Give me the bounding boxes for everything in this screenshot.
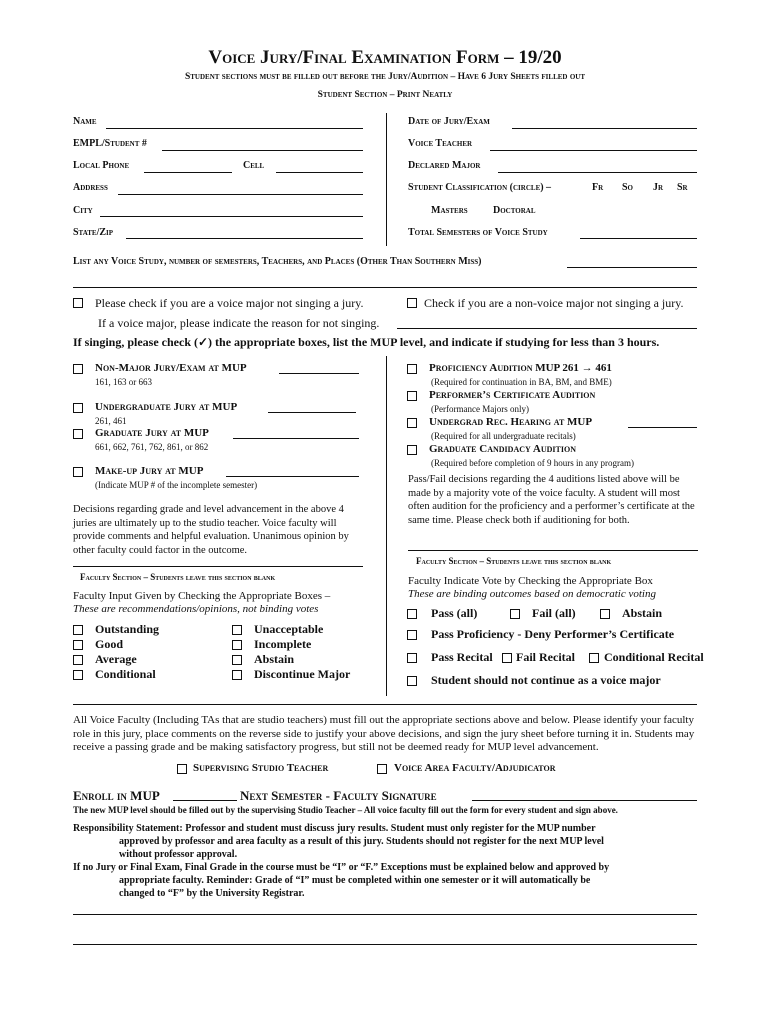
undergraduate-jury-label: Undergraduate Jury at MUP [95,401,238,413]
enroll-label: Enroll in MUP [73,788,160,803]
proficiency-audition-checkbox[interactable] [407,364,417,374]
supervising-teacher-label: Supervising Studio Teacher [193,762,329,774]
conditional-recital-label: Conditional Recital [604,650,704,664]
fail-recital-label: Fail Recital [516,650,575,664]
cell-field[interactable] [276,172,363,173]
voice-teacher-field[interactable] [490,150,697,151]
non-major-mup-field[interactable] [279,373,359,374]
discontinue-major-label: Discontinue Major [254,667,351,681]
supervising-teacher-checkbox[interactable] [177,764,187,774]
voice-area-faculty-checkbox[interactable] [377,764,387,774]
column-divider-top [386,113,387,246]
enroll-note: The new MUP level should be filled out by the supervising Studio Teacher – All voice faculty fill out the form for every student and sign above. [73,805,618,815]
student-section-label: Student Section – Print Neatly [317,90,453,100]
graduate-jury-label: Graduate Jury at MUP [95,427,209,439]
next-semester-label: Next Semester - Faculty Signature [240,788,437,803]
proficiency-sub: (Required for continuation in BA, BM, and BME) [431,377,612,387]
discontinue-major-checkbox[interactable] [232,670,242,680]
graduate-candidacy-label: Graduate Candidacy Audition [429,443,576,455]
declared-major-label: Declared Major [408,160,481,171]
unacceptable-checkbox[interactable] [232,625,242,635]
makeup-sub: (Indicate MUP # of the incomplete semester) [95,480,258,490]
performers-sub: (Performance Majors only) [431,404,529,414]
voice-teacher-label: Voice Teacher [408,138,473,149]
class-sr[interactable]: Sr [677,182,688,193]
local-phone-label: Local Phone [73,160,130,171]
faculty-signature-field[interactable] [472,800,697,801]
local-phone-field[interactable] [144,172,232,173]
total-semesters-label: Total Semesters of Voice Study [408,227,548,238]
responsibility-line4: If no Jury or Final Exam, Final Grade in the course must be “I” or “F.” Exceptions must be explained below and approved by [73,862,610,873]
city-field[interactable] [100,216,363,217]
empl-label: EMPL/Student # [73,138,147,149]
makeup-jury-label: Make-up Jury at MUP [95,465,204,477]
performers-certificate-label: Performer’s Certificate Audition [429,389,596,401]
good-label: Good [95,637,124,651]
graduate-sub: 661, 662, 761, 762, 861, or 862 [95,442,209,452]
voice-area-faculty-label: Voice Area Faculty/Adjudicator [394,762,556,774]
right-note: Pass/Fail decisions regarding the 4 auditions listed above will be made by a majority vote of the voice faculty. A student will most often audition for the proficiency and a performer’s certificate at the same time. Please check both if auditioning for both. [408,474,695,526]
abstain-left-checkbox[interactable] [232,655,242,665]
average-label: Average [95,652,137,666]
undergraduate-sub: 261, 461 [95,416,127,426]
graduate-mup-field[interactable] [233,438,359,439]
outstanding-label: Outstanding [95,622,160,636]
faculty-right-heading: Faculty Section – Students leave this section blank [416,556,612,566]
faculty-right-instr: Faculty Indicate Vote by Checking the Appropriate Box [408,575,653,587]
conditional-checkbox[interactable] [73,670,83,680]
proficiency-audition-label: Proficiency Audition MUP 261 → 461 [429,362,612,374]
class-doctoral[interactable]: Doctoral [493,205,536,216]
reason-field[interactable] [397,328,697,329]
left-note: Decisions regarding grade and level advancement in the above 4 juries are ultimately up to the studio teacher. Voice faculty will provide comments and helpful evaluation. Unanimous opinion by other faculty could factor in the outcome. [73,504,349,556]
class-jr[interactable]: Jr [653,182,664,193]
abstain-left-label: Abstain [254,652,295,666]
section-separator [73,704,697,705]
fail-recital-checkbox[interactable] [502,653,512,663]
list-voice-study-field[interactable] [567,267,697,268]
undergraduate-jury-checkbox[interactable] [73,403,83,413]
graduate-jury-checkbox[interactable] [73,429,83,439]
faculty-right-instr2: These are binding outcomes based on democratic voting [408,588,656,600]
conditional-recital-checkbox[interactable] [589,653,599,663]
responsibility-line5: appropriate faculty. Reminder: Grade of “I” must be completed within one semester or it will automatically be [119,875,591,886]
declared-major-field[interactable] [498,172,697,173]
classification-label: Student Classification (circle) – [408,182,552,193]
state-zip-label: State/Zip [73,227,114,238]
name-label: Name [73,116,97,127]
non-voice-major-label: Check if you are a non-voice major not singing a jury. [424,296,684,310]
non-major-jury-label: Non-Major Jury/Exam at MUP [95,362,247,374]
enroll-mup-field[interactable] [173,800,237,801]
faculty-right-divider [408,550,698,551]
state-zip-field[interactable] [126,238,363,239]
column-divider-middle [386,356,387,696]
performers-certificate-checkbox[interactable] [407,391,417,401]
exception-line-1[interactable] [73,914,697,915]
undergraduate-mup-field[interactable] [268,412,356,413]
responsibility-line2: approved by professor and area faculty as a result of this jury. Students should not register for the next MUP level [119,836,604,847]
not-continue-label: Student should not continue as a voice major [431,673,661,687]
pass-proficiency-checkbox[interactable] [407,630,417,640]
undergrad-rec-hearing-checkbox[interactable] [407,418,417,428]
empl-field[interactable] [162,150,363,151]
pass-all-checkbox[interactable] [407,609,417,619]
pass-recital-checkbox[interactable] [407,653,417,663]
voice-major-not-singing-label: Please check if you are a voice major not singing a jury. [95,296,364,310]
undergrad-rec-mup-field[interactable] [628,427,697,428]
pass-proficiency-label: Pass Proficiency - Deny Performer’s Certificate [431,627,675,641]
date-field[interactable] [512,128,697,129]
cell-label: Cell [243,160,265,171]
responsibility-line1: Responsibility Statement: Professor and student must discuss jury results. Student must only register for the MUP number [73,823,596,834]
faculty-left-instr2: These are recommendations/opinions, not binding votes [73,603,319,615]
pass-all-label: Pass (all) [431,606,478,620]
date-label: Date of Jury/Exam [408,116,490,127]
abstain-right-checkbox[interactable] [600,609,610,619]
class-fr[interactable]: Fr [592,182,604,193]
pass-recital-label: Pass Recital [431,650,493,664]
fail-all-checkbox[interactable] [510,609,520,619]
page-title: Voice Jury/Final Examination Form – 19/20 [208,47,562,68]
responsibility-line3: without professor approval. [119,849,238,860]
responsibility-line6: changed to “F” by the University Registrar. [119,888,305,899]
address-label: Address [73,182,108,193]
if-singing-instruction: If singing, please check (✓) the appropriate boxes, list the MUP level, and indicate if studying for less than 3 hours. [73,335,660,349]
faculty-left-instr: Faculty Input Given by Checking the Appropriate Boxes – [73,590,331,602]
total-semesters-field[interactable] [580,238,697,239]
city-label: City [73,205,93,216]
undergrad-rec-hearing-label: Undergrad Rec. Hearing at MUP [429,416,593,428]
reason-label: If a voice major, please indicate the reason for not singing. [98,316,380,330]
graduate-candidacy-checkbox[interactable] [407,445,417,455]
unacceptable-label: Unacceptable [254,622,324,636]
exception-line-2[interactable] [73,944,697,945]
address-field[interactable] [118,194,363,195]
all-faculty-note: All Voice Faculty (Including TAs that are studio teachers) must fill out the appropriate sections above and below. Please identify your faculty role in this jury, place comments on the reverse side to justify your above decisions, and sign the jury sheet before turning it in. Students may receive a passing grade and be making satisfactory progress, but still not be deemed ready for MUP level advancement. [73,714,695,753]
undergrad-rec-sub: (Required for all undergraduate recitals) [431,431,576,441]
list-voice-study-label: List any Voice Study, number of semesters, Teachers, and Places (Other Than Southern Miss) [73,256,482,267]
abstain-right-label: Abstain [622,606,663,620]
class-so[interactable]: So [622,182,634,193]
makeup-mup-field[interactable] [226,476,359,477]
fail-all-label: Fail (all) [532,606,576,620]
faculty-left-heading: Faculty Section – Students leave this section blank [80,572,276,582]
graduate-candidacy-sub: (Required before completion of 9 hours in any program) [431,458,634,468]
incomplete-checkbox[interactable] [232,640,242,650]
page-subtitle: Student sections must be filled out before the Jury/Audition – Have 6 Jury Sheets filled out [184,72,586,82]
incomplete-label: Incomplete [254,637,312,651]
non-major-sub: 161, 163 or 663 [95,377,152,387]
good-checkbox[interactable] [73,640,83,650]
non-major-jury-checkbox[interactable] [73,364,83,374]
voice-major-not-singing-checkbox[interactable] [73,298,83,308]
non-voice-major-checkbox[interactable] [407,298,417,308]
average-checkbox[interactable] [73,655,83,665]
name-field[interactable] [106,128,363,129]
class-masters[interactable]: Masters [431,205,468,216]
conditional-label: Conditional [95,667,156,681]
makeup-jury-checkbox[interactable] [73,467,83,477]
outstanding-checkbox[interactable] [73,625,83,635]
not-continue-checkbox[interactable] [407,676,417,686]
list-voice-study-field-2[interactable] [73,287,697,288]
faculty-left-divider [73,566,363,567]
